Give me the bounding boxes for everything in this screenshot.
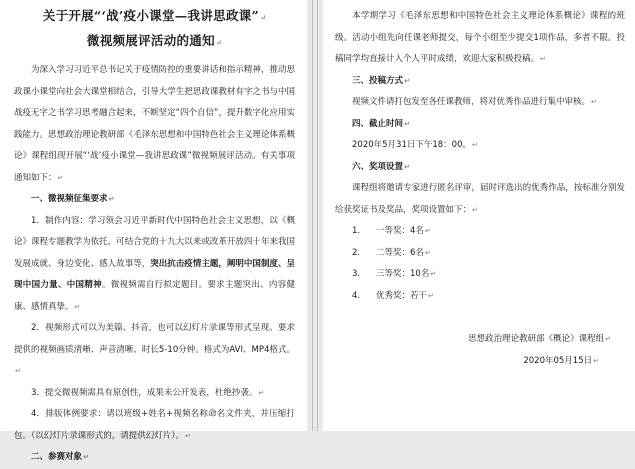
paragraph-mark-icon: ↵ xyxy=(540,55,546,63)
paragraph-mark-icon: ↵ xyxy=(15,367,21,375)
requirement-1: 1．制作内容：学习领会习近平新时代中国特色社会主义思想，以《概论》课程专题教学为依托，可结合党的十九大以来或改革开放四十年来我国发展成就、身边变化、感人故事等，突出抗击疫情主题，阐明中国制度、呈现中国力量、中国精神。微视频需自行拟定题目。要求主题突出、内容健康、感情真挚。↵ xyxy=(14,215,295,312)
paragraph-mark-icon: ↵ xyxy=(404,162,410,171)
requirement-4: 4．排版体例要求：请以班级+姓名+视频名称命名文件夹，并压缩打包。（以幻灯片录课形式的，请提供幻灯片）。↵ xyxy=(14,409,295,441)
participants-paragraph: 本学期学习《毛泽东思想和中国特色社会主义理论体系概论》课程的班级。活动小组先向任课老师提交，每个小组至少提交1项作品，多者不限。投稿同学均直接计入个人平时成绩，欢迎大家积极投稿。↵ xyxy=(335,11,625,64)
paragraph-mark-icon: ↵ xyxy=(185,431,191,440)
paragraph-mark-icon: ↵ xyxy=(108,195,115,203)
paragraph-mark-icon: ↵ xyxy=(57,173,64,182)
paragraph-mark-icon: ↵ xyxy=(424,248,431,257)
paragraph-mark-icon: ↵ xyxy=(591,98,597,106)
intro-paragraph: 为深入学习习近平总书记关于疫情防控的重要讲话和指示精神，推动思政课小课堂向社会大课堂相结合，引导大学生把思政课教材有字之书与中国战疫无字之书学习思考融合起来，不断坚定“四个自信”，提升数字化应用实践能力。思想政治理论教研部《毛泽东思想和中国特色社会主义理论体系概论》课程组现开展“‘战’疫小课堂—我讲思政课”微视频展评活动。有关事项通知如下：↵ xyxy=(14,65,295,183)
paragraph-mark-icon: ↵ xyxy=(472,205,478,214)
notice-title-line1: 关于开展“‘战’疫小课堂—我讲思政课”↵ xyxy=(42,8,267,23)
paragraph-mark-icon: ↵ xyxy=(404,119,410,128)
page-gap-divider xyxy=(307,0,323,431)
paragraph-mark-icon: ↵ xyxy=(430,270,437,278)
requirement-3: 3．提交微视频需具有原创性，成果未公开发表，杜绝抄袭。↵ xyxy=(31,387,265,398)
section-heading-requirements: 一、微视频征集要求↵ xyxy=(31,194,115,204)
paragraph-mark-icon: ↵ xyxy=(424,227,431,235)
requirement-2: 2．视频形式可以为美篇、抖音，也可以幻灯片录课等形式呈现。要求提供的视频画质清晰、声音清晰、时长5-10分钟。格式为AVI、MP4格式。↵ xyxy=(14,323,295,375)
signature-organization: 思想政治理论教研部《概论》课程组↵ xyxy=(468,334,611,344)
deadline-paragraph: 2020年5月31日下午18：00。↵ xyxy=(352,140,478,150)
award-item: 4. 优秀奖：若干↵ xyxy=(352,290,434,301)
notice-title-line2: 微视频展评活动的通知↵ xyxy=(86,33,223,48)
section-heading-deadline: 四、截止时间↵ xyxy=(352,118,410,129)
award-item: 2. 二等奖：6名↵ xyxy=(352,247,431,258)
award-item: 3. 三等奖：10名↵ xyxy=(352,269,437,279)
signature-date: 2020年05月15日↵ xyxy=(523,355,599,366)
paragraph-mark-icon: ↵ xyxy=(83,453,89,461)
paragraph-mark-icon: ↵ xyxy=(215,38,223,47)
document-page-left[interactable] xyxy=(0,0,307,462)
paragraph-mark-icon: ↵ xyxy=(260,13,267,22)
section-heading-awards: 六、奖项设置↵ xyxy=(352,161,410,172)
requirement-1-emphasis: 突出抗击疫情主题，阐明中国制度、呈现中国力量、中国精神 xyxy=(14,258,295,290)
paragraph-mark-icon: ↵ xyxy=(593,356,599,365)
paragraph-mark-icon: ↵ xyxy=(472,141,478,149)
paragraph-mark-icon: ↵ xyxy=(428,291,434,300)
section-heading-participants: 二、参赛对象↵ xyxy=(31,452,89,462)
section-heading-submission: 三、投稿方式↵ xyxy=(352,75,410,86)
paragraph-mark-icon: ↵ xyxy=(74,302,81,311)
paragraph-mark-icon: ↵ xyxy=(605,335,611,343)
awards-intro-paragraph: 课程组将邀请专家进行匿名评审，届时评选出的优秀作品，按标准分别发给获奖证书及奖品，奖项设置如下：↵ xyxy=(335,183,625,215)
award-item: 1. 一等奖：4名↵ xyxy=(352,226,431,236)
submission-paragraph: 视频文件请打包发至各任课教师，将对优秀作品进行集中审核。↵ xyxy=(352,97,597,107)
paragraph-mark-icon: ↵ xyxy=(404,76,410,85)
paragraph-mark-icon: ↵ xyxy=(258,388,265,397)
document-page-right[interactable] xyxy=(323,0,635,431)
